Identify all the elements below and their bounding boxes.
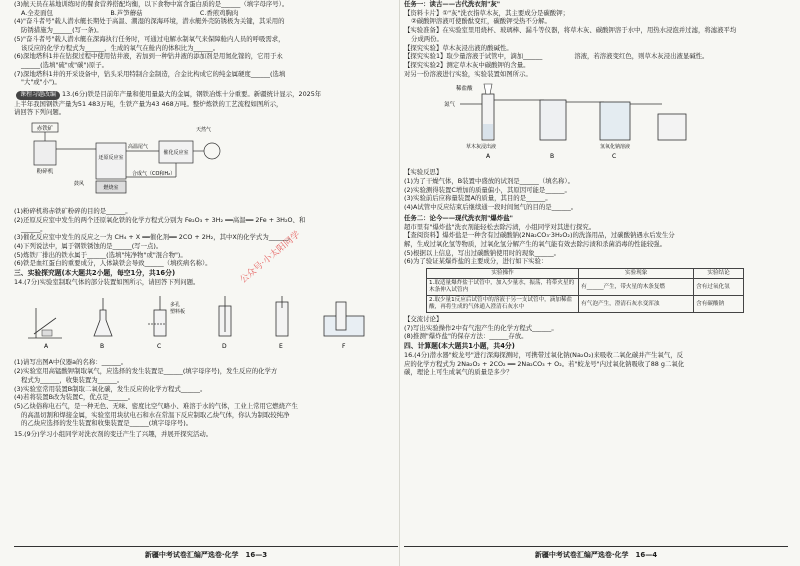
q12-line: 该反应的化学方程式为______，生成的氧气在舱内的体积比为______。: [21, 43, 220, 52]
table-header: 实验操作: [427, 269, 579, 279]
info2-line: (6)为了验证某爆炸盐的主要成分，进行如下实验：: [404, 257, 548, 266]
info2-line: 解，生成过氧化氢等物质，过氧化氢分解产生的氧气能有效去除污渍和杀菌消毒的性能较强。: [404, 239, 667, 248]
q14-q2: (2)实验室用高锰酸钾制取氧气，应选择的发生装置是______(填字母序号)，发生反应的化学方: [14, 367, 278, 376]
reflect-line: (2)实验测得装置C增加的质量偏小，其原因可能是______。: [404, 185, 571, 194]
q14-q5c: 的乙炔应选择的发生装置和收集装置是______(填字母序号)。: [21, 419, 193, 428]
q13-q3: (3)催化反应室中发生的反应之一为 CH₄ + X ══催化剂══ 2CO + 2H₂，其中X的化学式为______。: [14, 233, 295, 242]
label-B2: B: [550, 153, 555, 161]
table-cell: 含有碳酸钠: [694, 296, 744, 313]
table-cell: 含有过氧化氢: [694, 279, 744, 296]
reflect-line: (4)A试管中反应结束后继续通一段时间氮气的目的是______。: [404, 203, 578, 212]
table-header: 实验结论: [694, 269, 744, 279]
q12-line: (7)深地塔科1井的开采设备中，钻头采用特制合金制造，合金比构成它的纯金属硬度______(选填: [14, 69, 286, 78]
info-line: ②碳酸钾溶液可使酚酞变红，碳酸钾受热不分解。: [411, 17, 551, 26]
q12-block: [14, 0, 398, 87]
table-header: 实验现象: [579, 269, 694, 279]
discuss-line: 【交流讨论】: [404, 315, 443, 324]
info-line: 【探究实验1】取少量溶液于试管中，滴加______ 溶液，若溶液变红色，则草木灰浸出液显碱性。: [404, 52, 709, 61]
q12-options: A.全麦面包 B.芦笋蘑菇 C.香煎鸡胸肉: [21, 8, 239, 17]
q16-block: [404, 351, 788, 377]
label-plate: 塑料板: [170, 309, 186, 316]
label-A: A: [44, 343, 49, 351]
table-cell: 1.取适量爆炸盐于试管中，加入少量水，振荡，将带火星的木条伸入试管内: [427, 279, 579, 296]
q12-line: (5)"奋斗者号"载人潜水艇在深海执行任务时，可通过电解水制氧气来保障舱内人员的呼吸需求，: [14, 34, 285, 43]
label-C: C: [157, 343, 162, 351]
q13-intro: 上半年我国钢铁产量为51 483万吨，生铁产量为43 468万吨。整炉炼铁的工艺流程如图所示，: [14, 99, 283, 108]
section-3-heading: 三、实验探究题(本大题共2小题，每空1分，共16分): [14, 269, 176, 278]
q13-intro: 请回答下列问题。: [14, 108, 66, 117]
label-B: B: [100, 343, 105, 351]
info-line: 【实验准备】在实验室里用烧杯、玻璃棒、漏斗等仪器，将草木灰、碳酸钾溶于水中，用热水浸泡并过滤，将滤液平均: [404, 26, 737, 35]
label-reactor: 还原反应室: [98, 155, 124, 162]
discuss-line: (8)推测"爆炸盐"的保存方法：______存放。: [404, 332, 528, 341]
q16-line: 碳，理论上可生成氧气的质量是多少？: [404, 368, 513, 377]
q14-questions: [14, 358, 398, 428]
table-cell: 有气泡产生，澄清石灰水变浑浊: [579, 296, 694, 313]
label-blower: 鼓风: [74, 181, 85, 188]
q13-q5: (5)炼铁厂排出的铁水属于______(选填"纯净物"或"混合物")。: [14, 250, 187, 259]
reflect-line: (1)为了干燥气体，B装置中盛放的试剂是______（填名称）。: [404, 177, 575, 186]
task2-info: [404, 223, 788, 267]
label-naoh: 氢氧化钠溶液: [600, 144, 631, 151]
label-nitrogen: 氮气: [444, 102, 456, 109]
section-4-heading: 四、计算题(本大题共1小题，共4分): [404, 342, 515, 351]
carbonate-apparatus-diagram: [404, 80, 788, 166]
info-line: 【探究实验】草木灰浸出液的酸碱性。: [404, 43, 513, 52]
q14-q5b: 的高温切割和焊接金属，实验室用块状电石和水在常温下反应制取乙炔气体，你认为制取较纯净: [21, 410, 290, 419]
experiment-table: [426, 268, 744, 313]
label-A2: A: [486, 153, 491, 161]
label-E: E: [279, 343, 283, 351]
q12-line: (6)深地塔科1井在钻探过程中使用钻井液，若加到一种钻井液的添加剂是用氮化镓的，它用于永: [14, 52, 283, 61]
q13-q2: (2)还原反应室中发生的两个还原氧化铁的化学方程式分别为 Fe₂O₃ + 3H₂ ══高温══ 2Fe + 3H₂O、和: [14, 215, 306, 224]
q16-line: 16.(4分)潜水器"蛟龙号"进行深海探测时，可携带过氧化钠(Na₂O₂)来吸收二氧化碳并产生氧气，反: [404, 350, 683, 359]
label-porous: 多孔: [170, 302, 181, 309]
reflect-line: 【实验反思】: [404, 168, 443, 177]
task1-info: [404, 9, 788, 79]
info2-line: 超市里有"爆炸盐"洗衣剂能轻松去除污渍，小组同学对其进行探究。: [404, 222, 596, 231]
page-fold: [399, 0, 400, 566]
q16-line: 应的化学方程式为 2Na₂O₂ + 2CO₂ ══ 2Na₂CO₃ + O₂。若"蛟龙号"内过氧化钠吸收了88 g二氧化: [404, 359, 685, 368]
info2-line: (5)根据以上信息，写出过碳酸钠使用时的现象______。: [404, 248, 561, 257]
table-cell: 2.取少量1反应后试管中的溶液于另一支试管中，滴加稀盐酸，再将生成的气体通入澄清石灰水中: [427, 296, 579, 313]
label-natural-gas: 天然气: [196, 127, 212, 134]
q12-line: (4)"奋斗者号"载人潜水艇长期处于高温、潮湿的深海环境，潜水艇外壳防锈极为关键，其采用的: [14, 17, 285, 26]
q14-title: 14.(7分)实验室制取气体的部分装置如图所示，请回答下列问题。: [14, 277, 200, 286]
label-furnace: 燃烧室: [103, 185, 119, 192]
q13-q6: (6)铁是血红蛋白的重要成分，人体缺铁会导致______（填疾病名称）。: [14, 259, 212, 268]
left-footer: 新疆中考试卷汇编严选卷·化学 16—3: [14, 546, 398, 560]
q14-q1: (1)请写出图A中仪器a的名称：______。: [14, 358, 128, 367]
q14-q2b: 程式为______，收集装置为______。: [21, 375, 124, 384]
label-catalytic: 催化反应室: [163, 150, 189, 157]
q14-q5: (5)乙炔俗称电石气，是一种无色、无味、密度比空气略小、难溶于水的气体，工业上常用它燃烧产生: [14, 401, 298, 410]
q13-q4: (4)下列说法中，属于钢铁锈蚀的是______(写一点)。: [14, 241, 163, 250]
left-page: [14, 0, 398, 566]
q13-q2b: ______。: [21, 224, 47, 233]
ironmaking-flow-diagram: [14, 119, 398, 205]
watermark-text: 公众号·小太阳同学: [238, 229, 303, 286]
reflect-line: (3)实验前后应称量装置A的质量，其目的是______。: [404, 194, 552, 203]
q13-title: 课程习题改编 13.(6分)铁是目前年产量和使用量最大的金属，钢铁冶炼十分重要。新疆统计显示，2025年: [14, 90, 398, 100]
label-gas-out: 高温尾气: [128, 144, 149, 151]
q12-line: 防锈措施为______(写一条)。: [21, 26, 103, 35]
discuss-line: (7)写出实验操作2中有气泡产生的化学方程式______。: [404, 323, 558, 332]
right-footer: 新疆中考试卷汇编严选卷·化学 16—4: [404, 546, 788, 560]
q14-q4: (4)若将装置B改为装置C，优点是______。: [14, 393, 135, 402]
label-C2: C: [612, 153, 617, 161]
info-line: 【探究实验2】测定草木灰中碳酸钾的含量。: [404, 60, 530, 69]
q12-line: (3)航天员在基地训练时的餐食营养搭配均衡，以下食物中富含蛋白质的是______（填字母序号）。: [14, 0, 289, 8]
q12-line: ______(选填"硫"或"碳")原子。: [21, 60, 109, 69]
label-hcl: 稀盐酸: [456, 86, 473, 93]
q14-q3: (3)实验室常用装置B制取二氧化碳，发生反应的化学方程式______。: [14, 384, 207, 393]
task2-heading: 任务二：论今——现代洗衣剂"爆炸盐": [404, 213, 513, 222]
info-line: 分成两份。: [411, 34, 443, 43]
label-D: D: [222, 343, 227, 351]
q13-q1: (1)粉碎机将赤铁矿粉碎的目的是______。: [14, 207, 132, 216]
label-ore: 赤铁矿: [36, 126, 54, 133]
q13-badge: 课程习题改编: [16, 91, 60, 100]
label-F: F: [342, 343, 346, 351]
right-page: [404, 0, 788, 566]
gas-apparatus-diagram: [14, 288, 398, 356]
q12-line: "大"或"小")。: [21, 78, 61, 87]
q15-title: 15.(9分)学习小组同学对洗衣剂的变迁产生了兴趣，并展开探究活动。: [14, 430, 213, 439]
table-cell: 有______产生，带火星的木条复燃: [579, 279, 694, 296]
label-ash: 草木灰浸出液: [466, 144, 497, 151]
info-line: 对另一份溶液进行实验，实验装置如图所示。: [404, 69, 532, 78]
discussion-block: [404, 315, 788, 341]
reflection-block: [404, 168, 788, 212]
label-crusher: 粉碎机: [36, 169, 54, 176]
q13-questions: [14, 207, 398, 268]
info2-line: 【查阅资料】爆炸盐是一种含有过碳酸钠(2Na₂CO₃·3H₂O₂)的洗涤用品，过碳酸钠遇水后发生分: [404, 231, 675, 240]
task1-heading: 任务一：读古——古代洗衣剂"灰": [404, 0, 501, 8]
table-row: [427, 296, 744, 313]
table-row: [427, 279, 744, 296]
info-line: 【资料卡片】①"灰"洗衣指草木灰，其主要成分是碳酸钾；: [404, 8, 569, 17]
label-syngas: 合成气（CO和H₂）: [132, 171, 176, 178]
